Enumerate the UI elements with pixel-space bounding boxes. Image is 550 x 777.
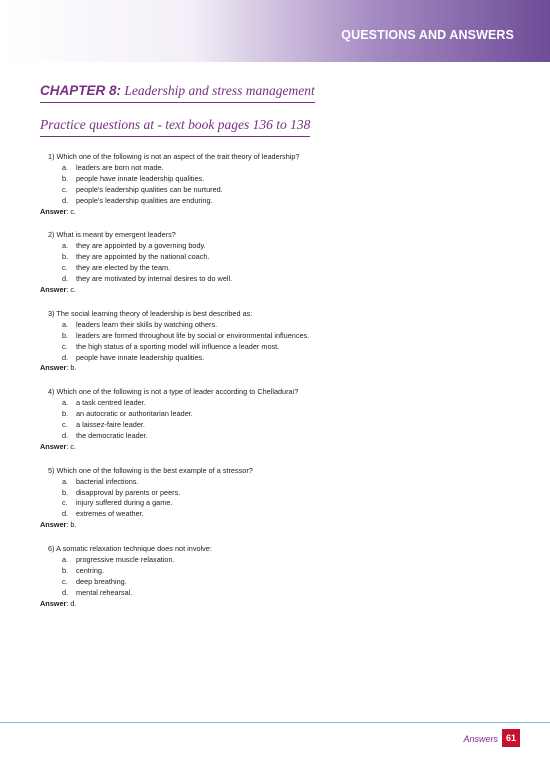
question-prompt: Which one of the following is the best example of a stressor? (56, 465, 253, 475)
option-letter: c. (62, 420, 68, 430)
option-text: bacterial infections. (76, 476, 139, 486)
option-item (62, 163, 510, 174)
answer-value: : c. (66, 441, 77, 451)
option-text: the high status of a sporting model will influence a leader most. (76, 341, 280, 351)
option-text: centring. (76, 566, 104, 575)
answer-label: Answer (40, 284, 67, 294)
section-title: QUESTIONS AND ANSWERS (341, 28, 514, 42)
page-number: 61 (502, 729, 520, 747)
option-item (62, 588, 510, 599)
option-item (62, 566, 510, 577)
option-text: leaders learn their skills by watching others. (76, 319, 218, 329)
option-text: progressive muscle relaxation. (76, 555, 175, 565)
answer-value: : d. (66, 598, 77, 608)
option-item (62, 174, 510, 185)
option-list (40, 398, 510, 442)
question-item (40, 466, 510, 531)
option-letter: b. (62, 487, 69, 497)
question-text (40, 152, 510, 163)
option-letter: c. (62, 341, 68, 351)
option-item (62, 342, 510, 353)
option-letter: b. (62, 173, 69, 183)
chapter-number: CHAPTER 8: (40, 83, 122, 98)
option-letter: b. (62, 252, 69, 262)
option-letter: d. (62, 352, 69, 362)
option-letter: a. (62, 476, 69, 486)
option-letter: c. (62, 263, 68, 273)
question-number: 2) (48, 230, 55, 240)
answer-value: : c. (66, 206, 77, 216)
option-letter: c. (62, 184, 68, 194)
option-text: leaders are born not made. (76, 162, 164, 172)
header-banner (0, 0, 550, 62)
question-list (40, 152, 510, 623)
option-item (62, 509, 510, 520)
answer-line (40, 363, 510, 374)
question-prompt: Which one of the following is not an aspect of the trait theory of leadership? (56, 152, 300, 161)
option-item (62, 320, 510, 331)
option-list (40, 555, 510, 599)
option-letter: d. (62, 587, 69, 597)
option-text: the democratic leader. (76, 430, 148, 440)
option-letter: b. (62, 330, 69, 340)
option-item (62, 420, 510, 431)
option-text: deep breathing. (76, 576, 127, 586)
option-item (62, 241, 510, 252)
question-text (40, 309, 510, 320)
question-text (40, 544, 510, 555)
heading-block (40, 82, 340, 137)
option-item (62, 331, 510, 342)
option-letter: b. (62, 409, 69, 419)
chapter-title: Leadership and stress management (124, 83, 315, 98)
answer-line (40, 520, 510, 531)
option-item (62, 263, 510, 274)
option-text: people’s leadership qualities are enduring. (76, 195, 213, 205)
question-text (40, 387, 510, 398)
answer-value: : b. (66, 520, 77, 530)
answer-value: : c. (66, 284, 77, 294)
option-text: people have innate leadership qualities. (76, 173, 205, 183)
option-letter: a. (62, 319, 69, 329)
option-item (62, 196, 510, 207)
question-text (40, 230, 510, 241)
question-number: 4) (48, 387, 55, 397)
option-item (62, 498, 510, 509)
answer-label: Answer (40, 598, 67, 608)
option-letter: d. (62, 195, 69, 205)
question-number: 5) (48, 465, 55, 475)
option-text: disapproval by parents or peers. (76, 487, 181, 497)
question-number: 1) (48, 152, 55, 161)
answer-line (40, 599, 510, 610)
option-text: they are appointed by the national coach. (76, 252, 210, 262)
option-letter: d. (62, 274, 69, 284)
option-text: they are elected by the team. (76, 263, 171, 273)
option-letter: d. (62, 509, 69, 519)
answer-line (40, 207, 510, 218)
option-list (40, 320, 510, 364)
option-list (40, 241, 510, 285)
option-letter: c. (62, 576, 68, 586)
question-prompt: A somatic relaxation technique does not involve: (56, 544, 212, 554)
question-item (40, 152, 510, 217)
option-item (62, 477, 510, 488)
answer-line (40, 442, 510, 453)
option-text: an autocratic or authoritarian leader. (76, 409, 193, 419)
option-item (62, 353, 510, 364)
option-text: people’s leadership qualities can be nurtured. (76, 184, 223, 194)
question-text (40, 466, 510, 477)
option-text: injury suffered during a game. (76, 498, 173, 508)
option-item (62, 398, 510, 409)
option-item (62, 431, 510, 442)
practice-heading: Practice questions at - text book pages 136 to 138 (40, 117, 310, 137)
option-letter: a. (62, 241, 69, 251)
answer-label: Answer (40, 363, 67, 373)
option-text: extremes of weather. (76, 509, 144, 519)
option-item (62, 252, 510, 263)
question-prompt: Which one of the following is not a type of leader according to Chelladurai? (56, 387, 299, 397)
option-list (40, 163, 510, 207)
option-letter: b. (62, 566, 69, 575)
option-text: a task centred leader. (76, 398, 146, 408)
question-item (40, 387, 510, 452)
option-letter: d. (62, 430, 69, 440)
footer-label: Answers (463, 734, 498, 744)
footer-rule (0, 722, 550, 723)
answer-value: : b. (66, 363, 77, 373)
option-item (62, 409, 510, 420)
answer-label: Answer (40, 520, 67, 530)
option-list (40, 477, 510, 521)
option-item (62, 488, 510, 499)
option-letter: a. (62, 555, 69, 565)
option-letter: a. (62, 398, 69, 408)
question-item (40, 309, 510, 374)
option-text: people have innate leadership qualities. (76, 352, 205, 362)
option-item (62, 577, 510, 588)
question-item (40, 230, 510, 295)
answer-label: Answer (40, 206, 67, 216)
question-item (40, 544, 510, 609)
question-prompt: The social learning theory of leadership is best described as: (56, 308, 253, 318)
option-item (62, 555, 510, 566)
option-text: a laissez-faire leader. (76, 420, 145, 430)
question-number: 6) (48, 544, 55, 554)
option-item (62, 274, 510, 285)
answer-label: Answer (40, 441, 67, 451)
question-prompt: What is meant by emergent leaders? (56, 230, 176, 240)
answer-line (40, 285, 510, 296)
option-text: leaders are formed throughout life by social or environmental influences. (76, 330, 310, 340)
chapter-heading (40, 83, 315, 103)
question-number: 3) (48, 308, 55, 318)
option-letter: a. (62, 162, 69, 172)
option-item (62, 185, 510, 196)
option-letter: c. (62, 498, 68, 508)
option-text: they are motivated by internal desires to do well. (76, 274, 233, 284)
option-text: they are appointed by a governing body. (76, 241, 206, 251)
option-text: mental rehearsal. (76, 587, 133, 597)
